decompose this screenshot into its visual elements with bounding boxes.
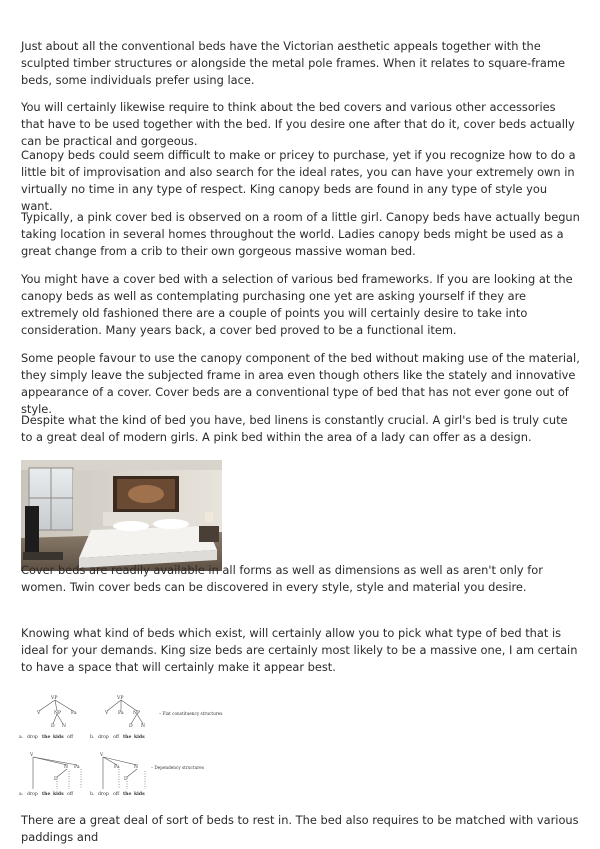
paragraph: Knowing what kind of beds which exist, will certainly allow you to pick what type of bed that is ideal for your demands. King size beds are certainly most likely to be a massive one, I am certain to have a space that will certainly make it appear best.	[21, 626, 578, 674]
node-label: N	[141, 724, 146, 729]
sentence-letter: b.	[90, 792, 95, 797]
node-label: N	[134, 765, 139, 770]
node-label: D	[54, 777, 58, 782]
sentence-word: off	[113, 792, 120, 797]
syntax-tree-figure	[17, 693, 237, 803]
sentence-word: off	[113, 735, 120, 740]
node-label: D	[51, 724, 55, 729]
sentence-word: the	[123, 735, 132, 740]
paragraph: Some people favour to use the canopy component of the bed without making use of the material, they simply leave the subjected frame in area even though others like the stately and innovative appearance of a cover. Cover beds are a conventional type of bed that has not ever gone out of style.	[21, 351, 580, 416]
sentence-letter: a.	[19, 792, 24, 797]
node-label: N	[62, 724, 67, 729]
sentence-word: the	[42, 792, 51, 797]
node-label: V	[30, 753, 34, 758]
node-label: V	[37, 711, 41, 716]
node-label: VP	[117, 696, 124, 701]
paragraph: Cover beds are readily available in all forms as well as dimensions as well as aren't only for women. Twin cover beds can be discovered in every style, style and material you desire.	[21, 563, 543, 594]
node-label: Pa	[71, 711, 77, 716]
sentence-word: off	[67, 735, 74, 740]
sentence-word: kids	[53, 792, 64, 797]
paragraph: You might have a cover bed with a selection of various bed frameworks. If you are looking at the canopy beds as well as contemplating purchasing one yet are asking yourself if they are extremely old fashioned there are a couple of points you will certainly desire to take into consideration. Many years back, a cover bed proved to be a functional item.	[21, 272, 573, 337]
sentence-word: off	[67, 792, 74, 797]
sentence-letter: a.	[19, 735, 24, 740]
paragraph: Typically, a pink cover bed is observed on a room of a little girl. Canopy beds have actually begun taking location in several homes throughout the world. Ladies canopy beds might be used as a great change from a crib to their own gorgeous massive woman bed.	[21, 210, 580, 258]
bedroom-photo	[21, 460, 222, 571]
node-label: NP	[54, 711, 62, 716]
node-label: D	[129, 724, 133, 729]
node-label: N	[64, 765, 69, 770]
sentence-word: drop	[27, 735, 38, 740]
sentence-word: drop	[98, 735, 109, 740]
caption-dependency: – Dependency structures	[151, 765, 204, 770]
node-label: V	[100, 753, 104, 758]
node-label: D	[124, 777, 128, 782]
caption-flat: – Flat constituency structures	[159, 711, 223, 716]
paragraph: You will certainly likewise require to think about the bed covers and various other accessories that have to be used together with the bed. If you desire one after that do it, cover beds actually can be practical and gorgeous.	[21, 100, 575, 148]
paragraph: Despite what the kind of bed you have, bed linens is constantly crucial. A girl's bed is truly cute to a great deal of modern girls. A pink bed within the area of a lady can offer as a design.	[21, 413, 568, 444]
sentence-word: the	[123, 792, 132, 797]
sentence-letter: b.	[90, 735, 95, 740]
paragraph: Just about all the conventional beds have the Victorian aesthetic appeals together with the sculpted timber structures or alongside the metal pole frames. When it relates to square-frame beds, some individuals prefer using lace.	[21, 39, 565, 87]
sentence-word: drop	[98, 792, 109, 797]
node-label: Pa	[74, 765, 80, 770]
node-label: V	[105, 711, 109, 716]
node-label: NP	[133, 711, 141, 716]
paragraph: There are a great deal of sort of beds to rest in. The bed also requires to be matched with various paddings and	[21, 813, 579, 844]
paragraph: Canopy beds could seem difficult to make or pricey to purchase, yet if you recognize how to do a little bit of improvisation and also search for the ideal rates, you can have your extremely own in virtually no time in any type of respect. King canopy beds are found in any type of style you want.	[21, 148, 576, 213]
sentence-word: the	[42, 735, 51, 740]
sentence-word: kids	[134, 792, 145, 797]
sentence-word: kids	[53, 735, 64, 740]
node-label: VP	[51, 696, 58, 701]
sentence-word: drop	[27, 792, 38, 797]
node-label: Pa	[114, 765, 120, 770]
sentence-word: kids	[134, 735, 145, 740]
node-label: Pa	[118, 711, 124, 716]
